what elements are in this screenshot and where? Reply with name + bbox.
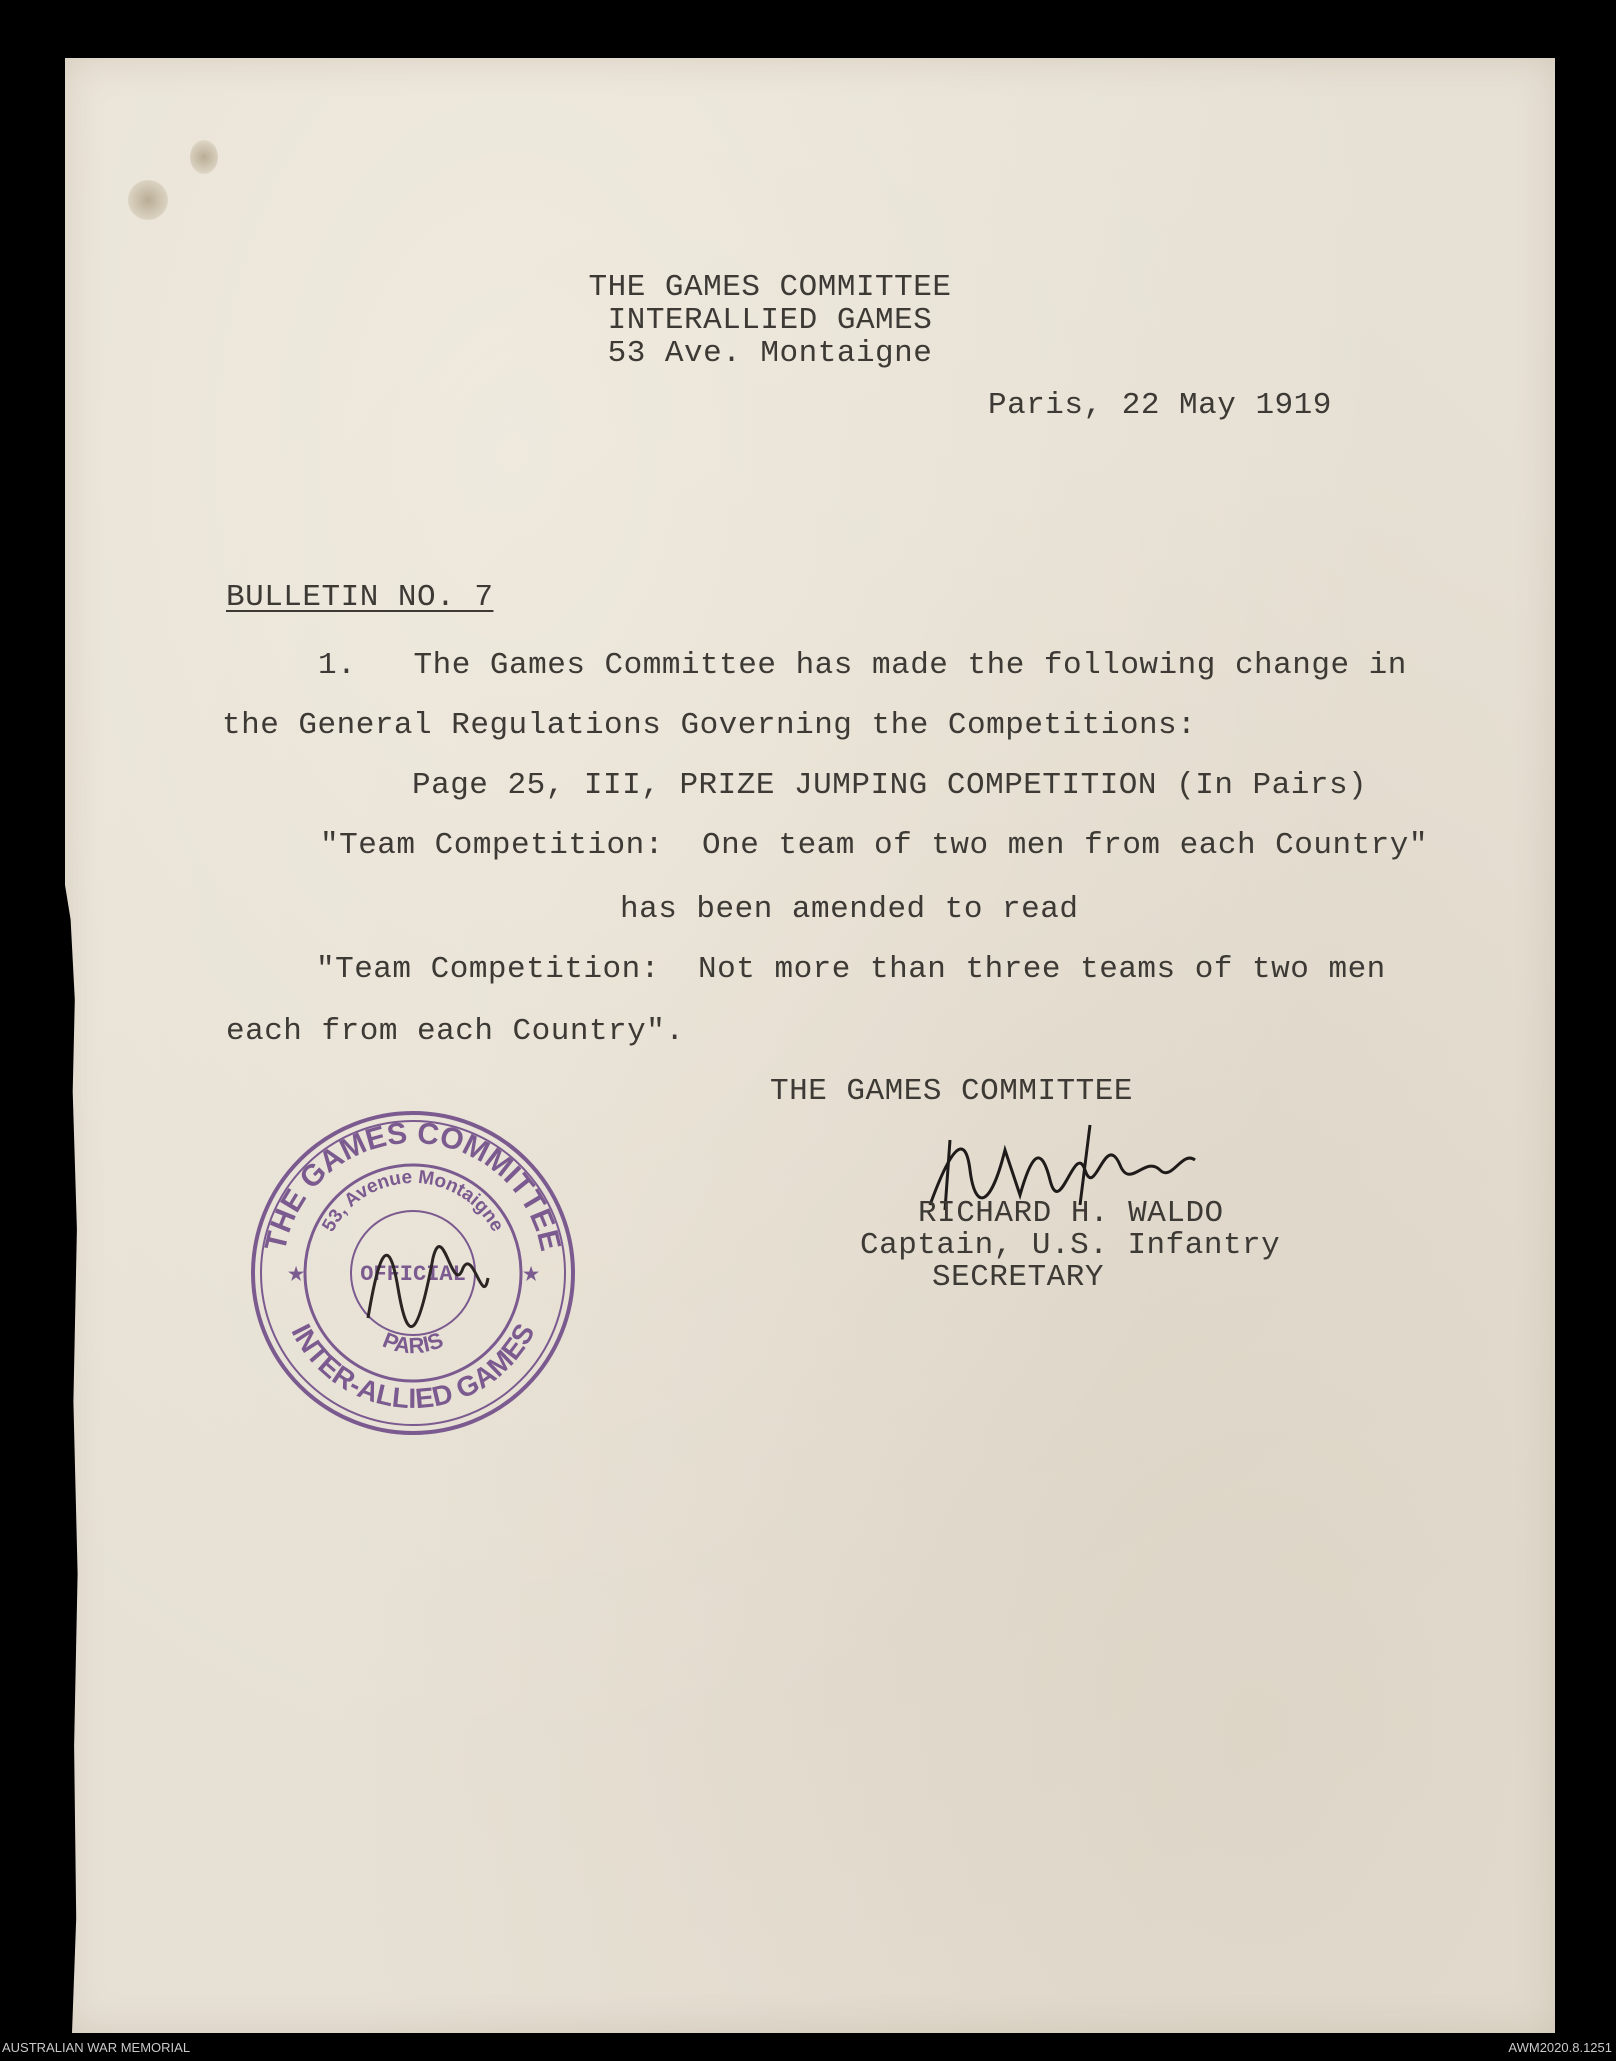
star-icon: ★: [523, 1264, 540, 1284]
signature-committee: THE GAMES COMMITTEE: [770, 1074, 1133, 1109]
signatory-title: SECRETARY: [932, 1260, 1104, 1295]
letterhead-line-1: THE GAMES COMMITTEE: [588, 270, 952, 305]
body-line-7: each from each Country".: [226, 1014, 685, 1049]
svg-text:PARIS: [379, 1327, 446, 1358]
signatory-rank: Captain, U.S. Infantry: [860, 1228, 1281, 1263]
letterhead-line-2: INTERALLIED GAMES: [607, 303, 933, 338]
body-line-5: has been amended to read: [620, 892, 1079, 927]
stamp-outer-top-text: THE GAMES COMMITTEE: [259, 1116, 568, 1254]
official-seal-stamp: [248, 1108, 578, 1438]
stamp-center-text: OFFICIAL: [360, 1262, 466, 1287]
body-line-2: the General Regulations Governing the Competitions:: [222, 708, 1197, 743]
body-line-3: Page 25, III, PRIZE JUMPING COMPETITION (In Pairs): [412, 768, 1368, 803]
footer-accession-number: AWM2020.8.1251: [1508, 2040, 1612, 2055]
signatory-name: RICHARD H. WALDO: [918, 1196, 1224, 1231]
stamp-outer-bottom-text: INTER-ALLIED GAMES: [285, 1318, 541, 1415]
body-line-4: "Team Competition: One team of two men from each Country": [320, 828, 1428, 863]
star-icon: ★: [288, 1264, 305, 1284]
stamp-inner-top-text: 53, Avenue Montaigne: [318, 1166, 508, 1236]
bulletin-number: BULLETIN NO. 7: [226, 580, 494, 615]
letterhead-line-3: 53 Ave. Montaigne: [607, 336, 933, 371]
pin-hole-mark: [190, 140, 218, 174]
footer-institution: AUSTRALIAN WAR MEMORIAL: [2, 2040, 191, 2055]
pin-hole-mark: [128, 180, 168, 220]
stamp-inner-bottom-text: PARIS: [379, 1327, 447, 1359]
body-line-1: 1. The Games Committee has made the following change in: [318, 648, 1407, 683]
svg-text:53, Avenue Montaigne: [318, 1167, 507, 1235]
document-date: Paris, 22 May 1919: [988, 388, 1332, 423]
body-line-6: "Team Competition: Not more than three teams of two men: [316, 952, 1386, 987]
